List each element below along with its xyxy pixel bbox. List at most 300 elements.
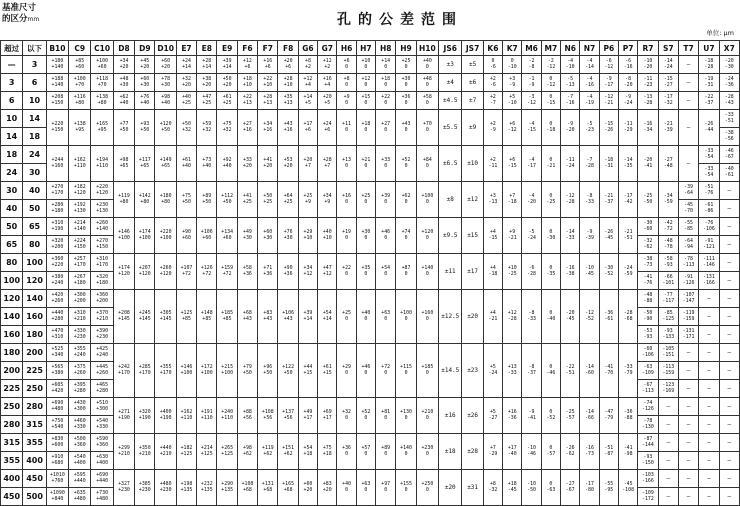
tolerance-cell: +480 +230	[155, 470, 176, 506]
table-header-area	[0, 0, 740, 40]
tolerance-cell: -28 -43	[719, 92, 739, 110]
tolerance-cell: +22 +10	[258, 74, 278, 92]
tolerance-cell: +77 +50	[113, 110, 134, 146]
tolerance-cell: -6 -28	[522, 254, 541, 290]
size-cell: 10	[1, 110, 23, 128]
size-range-unit: mm	[27, 16, 40, 23]
tolerance-cell: +138 +95	[69, 110, 91, 146]
tolerance-cell: +2 -7	[483, 92, 502, 110]
tolerance-cell: —	[719, 488, 739, 506]
table-row	[1, 92, 740, 110]
tolerance-cell: +98 +40	[155, 92, 176, 110]
table-row	[1, 218, 740, 236]
tolerance-cell: +70 0	[416, 110, 438, 146]
tolerance-cell: +12 +4	[298, 74, 317, 92]
tolerance-cell: -5 -24	[522, 218, 541, 254]
column-header: G6	[298, 41, 317, 56]
tolerance-cell: +15 0	[356, 92, 375, 110]
tolerance-cell: +46 0	[356, 344, 375, 398]
tolerance-cell: +375 +260	[69, 362, 91, 380]
tolerance-cell: +280 +180	[46, 200, 68, 218]
tolerance-cell: +525 +340	[46, 344, 68, 362]
tolerance-cell: +330 +230	[69, 326, 91, 344]
tolerance-cell: +84 0	[416, 146, 438, 182]
tolerance-cell: -40 -61	[719, 164, 739, 182]
tolerance-cell: +22 0	[337, 254, 356, 290]
tolerance-cell: +40 0	[337, 470, 356, 506]
column-header: S7	[658, 41, 678, 56]
tolerance-cell: +162 +110	[69, 146, 91, 182]
tolerance-cell: -20 -41	[638, 146, 658, 182]
size-cell: 10	[23, 92, 46, 110]
tolerance-cell: —	[719, 218, 739, 236]
tolerance-cell: +36 0	[337, 434, 356, 470]
tolerance-cell: -27 -48	[658, 146, 678, 182]
tolerance-cell: —	[699, 362, 719, 380]
tolerance-cell: +58 0	[416, 92, 438, 110]
tolerance-cell: —	[699, 398, 719, 416]
tolerance-cell: -17 -32	[658, 92, 678, 110]
tolerance-cell: -26 -44	[699, 110, 719, 146]
tolerance-cell: +60 +20	[298, 470, 317, 506]
tolerance-cell: -48 -78	[658, 236, 678, 254]
tolerance-cell: +75 +18	[318, 434, 337, 470]
size-cell: 355	[1, 452, 23, 470]
tolerance-cell: +214 +140	[69, 218, 91, 236]
tolerance-cell: +174 +120	[113, 254, 134, 290]
tolerance-cell: ±28	[462, 434, 483, 470]
tolerance-cell: +240 +110	[217, 398, 237, 434]
tolerance-cell: +16 +4	[318, 74, 337, 92]
tolerance-cell: +232 +135	[197, 470, 217, 506]
tolerance-cell: —	[678, 92, 698, 110]
tolerance-cell: +108 +56	[258, 398, 278, 434]
tolerance-cell: +159 +72	[217, 254, 237, 290]
tolerance-cell: +224 +150	[69, 236, 91, 254]
tolerance-cell: +32 +20	[176, 74, 196, 92]
table-row	[1, 146, 740, 164]
tolerance-cell: +33 0	[376, 146, 396, 182]
tolerance-cell: -93 -133	[658, 326, 678, 344]
tolerance-cell: +188 +140	[46, 74, 68, 92]
tolerance-cell: —	[678, 470, 698, 488]
tolerance-cell: —	[719, 380, 739, 398]
tolerance-cell: -15 -27	[658, 74, 678, 92]
tolerance-cell: +174 +100	[135, 218, 155, 254]
tolerance-cell: +17 -40	[503, 434, 522, 470]
size-cell: 100	[23, 254, 46, 272]
tolerance-cell: +565 +380	[46, 362, 68, 380]
tolerance-cell: -18 -31	[599, 146, 618, 182]
tolerance-cell: 0 -21	[541, 146, 560, 182]
tolerance-cell: +90 +36	[278, 254, 298, 290]
size-cell: 6	[1, 92, 23, 110]
tolerance-cell: +61 +40	[176, 146, 196, 182]
tolerance-cell: +61 +15	[318, 344, 337, 398]
tolerance-cell: +20 +7	[298, 146, 317, 182]
tolerance-cell: +5 -27	[483, 398, 502, 434]
column-header: H9	[396, 41, 416, 56]
tolerance-cell: ±9.5	[439, 218, 462, 254]
size-cell: 140	[23, 290, 46, 308]
column-header: D8	[113, 41, 134, 56]
tolerance-cell: -4 -15	[522, 110, 541, 146]
tolerance-cell: +75 +32	[217, 110, 237, 146]
column-header: B10	[46, 41, 68, 56]
tolerance-cell: +210 0	[416, 398, 438, 434]
size-cell: 65	[23, 218, 46, 236]
size-cell: 100	[1, 272, 23, 290]
tolerance-cell: +75 +50	[176, 182, 196, 218]
tolerance-cell: +595 +440	[69, 470, 91, 488]
tolerance-cell: -78 -130	[638, 416, 658, 434]
tolerance-cell: +45 +20	[135, 56, 155, 74]
tolerance-cell: +39 +14	[217, 56, 237, 74]
tolerance-cell: +192 +130	[69, 200, 91, 218]
tolerance-cell: +260 +120	[155, 254, 176, 290]
tolerance-cell: -3 -12	[522, 92, 541, 110]
tolerance-cell: +29 0	[337, 344, 356, 398]
tolerance-cell: +18 -45	[503, 470, 522, 506]
tolerance-cell: +9 -21	[503, 218, 522, 254]
tolerance-cell: -16 -73	[580, 434, 599, 470]
tolerance-cell: +34 +16	[258, 110, 278, 146]
tolerance-cell: -34 -59	[658, 182, 678, 218]
tolerance-cell: -12 -28	[561, 182, 580, 218]
tolerance-cell: +10 -25	[503, 254, 522, 290]
column-header: N7	[580, 41, 599, 56]
tolerance-cell: +460 +330	[69, 416, 91, 434]
tolerance-cell: +122 +50	[278, 344, 298, 398]
tolerance-cell: +35 0	[356, 254, 375, 290]
tolerance-cell: +12 -28	[503, 290, 522, 344]
tolerance-cell: -91 -126	[678, 272, 698, 290]
tolerance-cell: -64 -94	[678, 236, 698, 254]
tolerance-cell: +16 0	[337, 182, 356, 218]
tolerance-cell: —	[719, 326, 739, 344]
tolerance-cell: -32 -62	[638, 236, 658, 254]
tolerance-cell: +25 0	[396, 56, 416, 74]
tolerance-cell: +220 +100	[155, 218, 176, 254]
tolerance-cell: ±15	[462, 218, 483, 254]
tolerance-cell: —	[719, 470, 739, 488]
tolerance-cell: -24 -36	[719, 74, 739, 92]
tolerance-cell: -17 -42	[618, 182, 637, 218]
column-header: U7	[699, 41, 719, 56]
tolerance-cell: +22 0	[376, 92, 396, 110]
tolerance-cell: +540 +400	[69, 452, 91, 470]
table-row	[1, 110, 740, 128]
tolerance-cell: -17 -80	[580, 470, 599, 506]
tolerance-cell: 0 -6	[483, 56, 502, 74]
tolerance-cell: +13 0	[337, 146, 356, 182]
tolerance-cell: +500 +360	[69, 434, 91, 452]
tolerance-cell: -33 -79	[618, 344, 637, 398]
tolerance-cell: +97 0	[376, 470, 396, 506]
tolerance-cell: +142 +80	[135, 182, 155, 218]
tolerance-cell: -93 -150	[638, 452, 658, 470]
size-cell: —	[1, 56, 23, 74]
tolerance-cell: -4 -14	[580, 56, 599, 74]
tolerance-cell: +28 +14	[197, 56, 217, 74]
tolerance-cell: -9 -24	[618, 92, 637, 110]
tolerance-cell: +230 +130	[91, 200, 113, 218]
tolerance-cell: —	[678, 362, 698, 380]
column-header: 超过	[1, 41, 23, 56]
tolerance-cell: +3 -13	[483, 182, 502, 218]
tolerance-cell: +61 +25	[217, 92, 237, 110]
size-cell: 40	[23, 182, 46, 200]
tolerance-cell: +60 +30	[258, 218, 278, 254]
size-cell: 160	[23, 308, 46, 326]
tolerance-cell: —	[699, 416, 719, 434]
tolerance-cell: +22 +13	[237, 92, 257, 110]
tolerance-cell: ±6.5	[439, 146, 462, 182]
tolerance-cell: +420 +260	[46, 290, 68, 308]
tolerance-cell: -4 -17	[522, 146, 541, 182]
table-row	[1, 74, 740, 92]
tolerance-cell: +360 +220	[46, 254, 68, 272]
size-cell: 24	[23, 146, 46, 164]
size-cell: 225	[23, 362, 46, 380]
tolerance-cell: +138 +80	[91, 92, 113, 110]
tolerance-cell: +5 -24	[483, 344, 502, 398]
tolerance-cell: -12 -21	[599, 92, 618, 110]
tolerance-cell: +62 +40	[113, 92, 134, 110]
tolerance-cell: +465 +280	[91, 380, 113, 398]
tolerance-cell: +48 0	[416, 74, 438, 92]
tolerance-cell: -107 -147	[678, 290, 698, 308]
tolerance-cell: -55 -85	[678, 218, 698, 236]
tolerance-cell: -16 -34	[638, 110, 658, 146]
size-cell: 450	[23, 470, 46, 488]
tolerance-cell: +6 0	[337, 56, 356, 74]
tolerance-cell: ±5	[462, 56, 483, 74]
tolerance-cell: -51 -87	[599, 434, 618, 470]
tolerance-cell: -30 -52	[599, 254, 618, 290]
tolerance-cell: +24 +6	[318, 110, 337, 146]
tolerance-cell: +60 +30	[135, 74, 155, 92]
tolerance-cell: +160 0	[416, 290, 438, 344]
tolerance-cell: ±31	[462, 470, 483, 506]
tolerance-cell: -53 -93	[638, 326, 658, 344]
tolerance-cell: -26 -62	[561, 434, 580, 470]
tolerance-cell: +96 +50	[258, 344, 278, 398]
tolerance-cell: ±12	[462, 182, 483, 218]
tolerance-cell: -67 -113	[638, 380, 658, 398]
tolerance-cell: -14 -60	[580, 344, 599, 398]
tolerance-cell: —	[719, 254, 739, 272]
tolerance-cell: +395 +280	[69, 380, 91, 398]
tolerance-cell: +2 -6	[483, 74, 502, 92]
tolerance-cell: +41 +25	[237, 182, 257, 218]
tolerance-cell: -9 -20	[561, 110, 580, 146]
tolerance-cell: —	[719, 236, 739, 254]
tolerance-cell: ±26	[462, 398, 483, 434]
size-cell: 6	[23, 74, 46, 92]
tolerance-cell: +198 +135	[176, 470, 196, 506]
column-header: JS7	[462, 41, 483, 56]
tolerance-cell: +510 +300	[91, 398, 113, 416]
tolerance-cell: +12 +6	[237, 56, 257, 74]
tolerance-cell: -4 -16	[580, 74, 599, 92]
tolerance-cell: +445 +260	[91, 362, 113, 380]
tolerance-cell: ±10	[462, 146, 483, 182]
tolerance-cell: -9 -17	[599, 74, 618, 92]
tolerance-cell: 0 -25	[541, 182, 560, 218]
tolerance-cell: +230 0	[416, 434, 438, 470]
tolerance-cell: -28 -68	[618, 290, 637, 344]
size-cell: 180	[1, 344, 23, 362]
tolerance-cell: +108 +68	[237, 470, 257, 506]
tolerance-cell: ±14.5	[439, 344, 462, 398]
tolerance-cell: 0 -46	[541, 344, 560, 398]
size-cell: 3	[1, 74, 23, 92]
tolerance-cell: +25 0	[337, 290, 356, 344]
tolerance-cell: +28 +10	[278, 74, 298, 92]
tolerance-cell: -38 -56	[719, 128, 739, 146]
tolerance-cell: +245 +145	[135, 290, 155, 344]
tolerance-cell: —	[719, 416, 739, 434]
tolerance-cell: +53 +20	[278, 146, 298, 182]
tolerance-cell: -9 -41	[522, 398, 541, 434]
tolerance-cell: +4 -15	[483, 218, 502, 254]
tolerance-cell: +88 +56	[237, 398, 257, 434]
tolerance-cell: +62 0	[396, 182, 416, 218]
tolerance-cell: +54 0	[376, 254, 396, 290]
tolerance-cell: —	[699, 470, 719, 488]
tolerance-cell: +830 +600	[46, 434, 68, 452]
tolerance-cell: -47 -79	[599, 398, 618, 434]
tolerance-cell: -14 -33	[561, 218, 580, 254]
tolerance-cell: +6 -15	[503, 146, 522, 182]
tolerance-cell: +21 0	[356, 146, 375, 182]
tolerance-cell: +320 +190	[135, 398, 155, 434]
size-cell: 200	[1, 362, 23, 380]
table-row	[1, 398, 740, 416]
tolerance-cell: -119 -159	[678, 308, 698, 326]
size-cell: 50	[1, 218, 23, 236]
tolerance-cell: +107 +72	[176, 254, 196, 290]
tolerance-cell: +98 +65	[113, 146, 134, 182]
size-cell: 250	[23, 380, 46, 398]
column-header: D9	[135, 41, 155, 56]
tolerance-cell: +40 +10	[318, 218, 337, 254]
tolerance-cell: -36 -88	[618, 398, 637, 434]
tolerance-cell: +730 +480	[91, 488, 113, 506]
tolerance-cell: -87 -144	[638, 434, 658, 452]
tolerance-cell: +44 +15	[298, 344, 317, 398]
tolerance-cell: +2 -9	[483, 110, 502, 146]
tolerance-cell: +50 +25	[258, 182, 278, 218]
tolerance-cell: +149 +65	[155, 146, 176, 182]
size-cell: 315	[1, 434, 23, 452]
tolerance-cell: -6 -12	[599, 56, 618, 74]
tolerance-cell: -22 -51	[561, 344, 580, 398]
tolerance-cell: +310 +170	[91, 254, 113, 272]
tolerance-cell: +98 +62	[237, 434, 257, 470]
tolerance-cell: +7 -29	[483, 434, 502, 470]
tolerance-cell: -36 -61	[599, 290, 618, 344]
tolerance-cell: +265 +125	[217, 434, 237, 470]
tolerance-cell: +630 +400	[91, 452, 113, 470]
size-cell: 280	[1, 416, 23, 434]
column-header: E9	[217, 41, 237, 56]
tolerance-cell: -14 -35	[618, 146, 637, 182]
tolerance-cell: +46 0	[376, 218, 396, 254]
tolerance-cell: -60 -106	[638, 344, 658, 362]
tolerance-cell: —	[678, 380, 698, 398]
tolerance-cell: —	[699, 488, 719, 506]
tolerance-cell: +28 +13	[258, 92, 278, 110]
tolerance-cell: +350 +210	[135, 434, 155, 470]
tolerance-cell: +260 +140	[91, 218, 113, 236]
column-header: K6	[483, 41, 502, 56]
tolerance-cell: +9 0	[337, 92, 356, 110]
tolerance-cell: ±8	[439, 182, 462, 218]
tolerance-cell: -66 -101	[658, 272, 678, 290]
table-row	[1, 254, 740, 272]
tolerance-cell: +8 +2	[298, 56, 317, 74]
tolerance-cell: -11 -23	[638, 74, 658, 92]
tolerance-cell: +605 +420	[46, 380, 68, 398]
size-cell: 120	[1, 290, 23, 308]
tolerance-cell: —	[699, 452, 719, 470]
size-cell: 400	[1, 470, 23, 488]
tolerance-cell: +34 +20	[113, 56, 134, 74]
tolerance-cell: +250 0	[416, 470, 438, 506]
tolerance-cell: -11 -29	[618, 110, 637, 146]
table-row	[1, 434, 740, 452]
size-cell: 50	[23, 200, 46, 218]
tolerance-cell: -33 -54	[699, 164, 719, 182]
tolerance-cell: +47 +25	[197, 92, 217, 110]
tolerance-cell: +910 +680	[46, 452, 68, 470]
tolerance-cell: +590 +360	[91, 434, 113, 452]
tolerance-cell: +28 +7	[318, 146, 337, 182]
tolerance-cell: +17 +6	[298, 110, 317, 146]
tolerance-cell: +7 -18	[503, 182, 522, 218]
column-header: M6	[522, 41, 541, 56]
tolerance-cell: -27 -67	[561, 470, 580, 506]
tolerance-cell: +100 0	[396, 290, 416, 344]
tolerance-cell: +690 +440	[91, 470, 113, 488]
tolerance-cell: +220 +120	[91, 182, 113, 200]
tolerance-cell: ±18	[439, 434, 462, 470]
tolerance-cell: —	[719, 434, 739, 452]
tolerance-cell: +68 +43	[237, 290, 257, 344]
table-row	[1, 344, 740, 362]
tolerance-cell: -55 -95	[599, 470, 618, 506]
tolerance-cell: +76 +30	[278, 218, 298, 254]
tolerance-cell: +116 +80	[69, 92, 91, 110]
tolerance-cell: +3 -9	[503, 74, 522, 92]
size-cell: 160	[1, 326, 23, 344]
tolerance-cell: +425 +240	[91, 344, 113, 362]
size-cell: 120	[23, 272, 46, 290]
table-row	[1, 56, 740, 74]
tolerance-cell: +11 0	[337, 110, 356, 146]
tolerance-cell: +57 0	[356, 434, 375, 470]
tolerance-cell: +208 +150	[46, 92, 68, 110]
tolerance-cell: —	[719, 398, 739, 416]
tolerance-cell: ±12.5	[439, 290, 462, 344]
size-cell: 315	[23, 416, 46, 434]
table-row	[1, 470, 740, 488]
tolerance-cell: +8 -32	[483, 470, 502, 506]
tolerance-cell: +30 0	[356, 218, 375, 254]
tolerance-cell: +92 +40	[217, 146, 237, 182]
